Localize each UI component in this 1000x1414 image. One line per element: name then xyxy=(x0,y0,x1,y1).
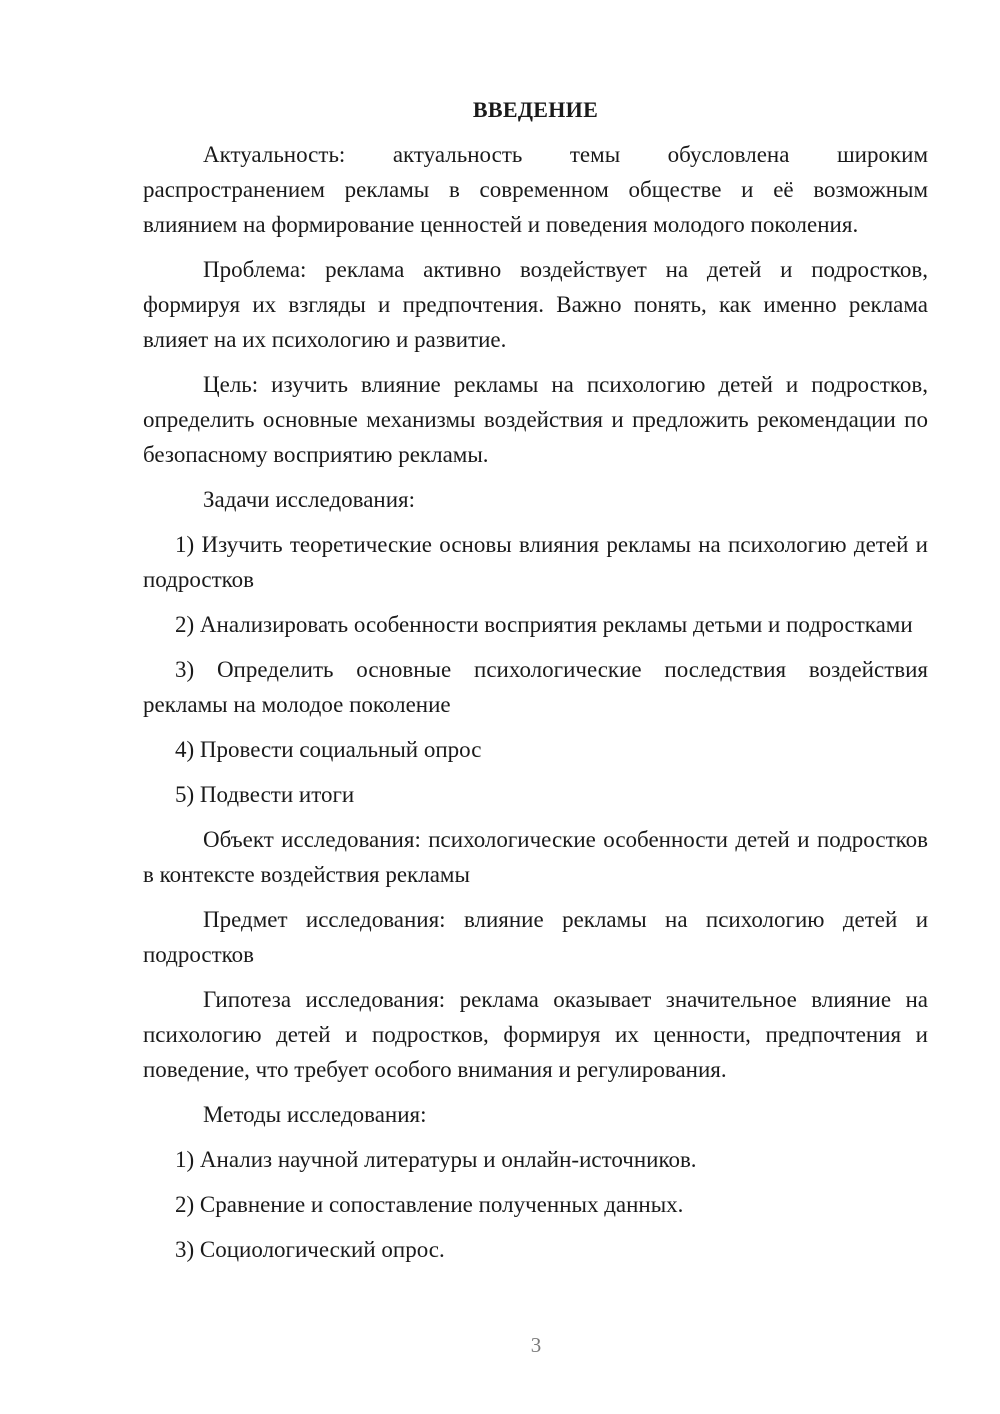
methods-list-item: 2) Сравнение и сопоставление полученных данных. xyxy=(175,1192,684,1217)
tasks-list-item: 1) Изучить теоретические основы влияния рекламы на психологию детей и подростков xyxy=(143,532,928,592)
problem-paragraph: Проблема: реклама активно воздействует на детей и подростков, формируя их взгляды и предпочтения. Важно понять, как именно реклама влияет на их психологию и развитие. xyxy=(143,257,928,352)
subject-paragraph: Предмет исследования: влияние рекламы на психологию детей и подростков xyxy=(143,907,928,967)
tasks-list-item: 5) Подвести итоги xyxy=(175,782,355,807)
page-number: 3 xyxy=(530,1333,542,1357)
goal-paragraph: Цель: изучить влияние рекламы на психологию детей и подростков, определить основные механизмы воздействия и предложить рекомендации по безопасному восприятию рекламы. xyxy=(143,372,928,467)
page-title: ВВЕДЕНИЕ xyxy=(472,97,599,122)
tasks-list-item: 2) Анализировать особенности восприятия рекламы детьми и подростками xyxy=(175,612,913,637)
relevance-paragraph: Актуальность: актуальность темы обусловлена широким распространением рекламы в современном обществе и её возможным влиянием на формирование ценностей и поведения молодого поколения. xyxy=(143,142,928,237)
tasks-list-item: 3) Определить основные психологические последствия воздействия рекламы на молодое поколение xyxy=(143,657,928,717)
methods-list-item: 3) Социологический опрос. xyxy=(175,1237,445,1262)
methods-heading: Методы исследования: xyxy=(203,1102,427,1127)
hypothesis-paragraph: Гипотеза исследования: реклама оказывает значительное влияние на психологию детей и подростков, формируя их ценности, предпочтения и поведение, что требует особого внимания и регулирования. xyxy=(143,987,928,1082)
tasks-heading: Задачи исследования: xyxy=(203,487,416,512)
page-content xyxy=(143,92,928,1277)
methods-list-item: 1) Анализ научной литературы и онлайн-источников. xyxy=(175,1147,697,1172)
object-paragraph: Объект исследования: психологические особенности детей и подростков в контексте воздействия рекламы xyxy=(143,827,928,887)
tasks-list-item: 4) Провести социальный опрос xyxy=(175,737,482,762)
